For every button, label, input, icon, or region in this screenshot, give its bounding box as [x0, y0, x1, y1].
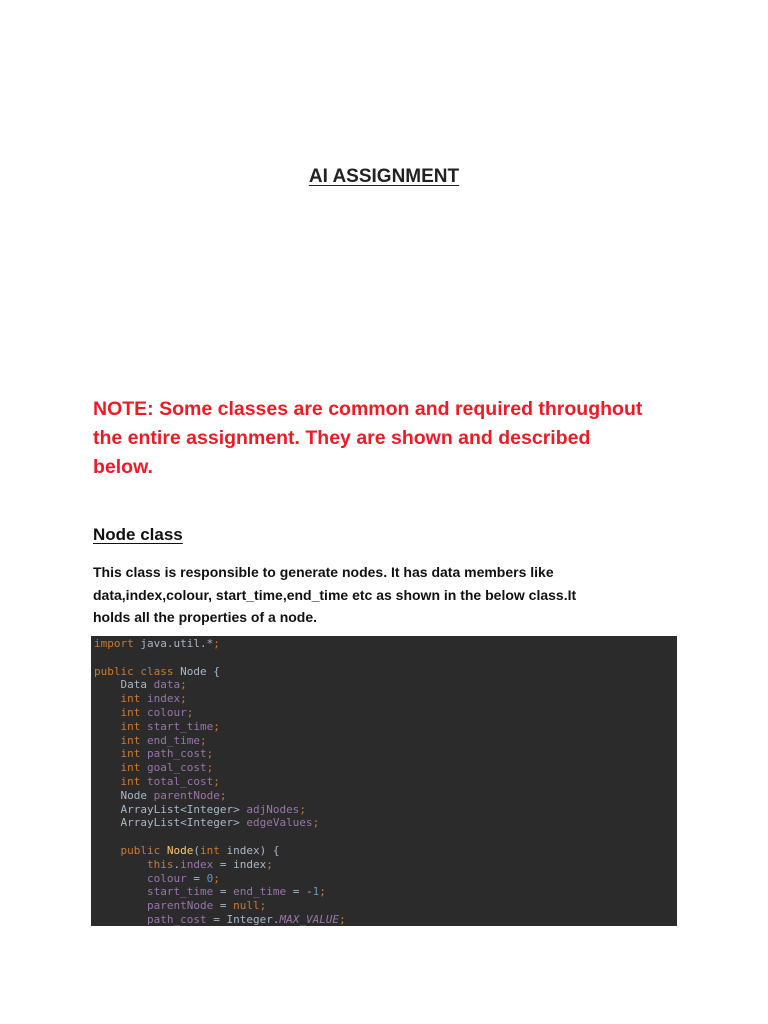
code-token: ;: [180, 678, 187, 692]
code-line: [94, 775, 677, 789]
code-line: [94, 678, 677, 692]
code-line: [94, 692, 677, 706]
code-token: goal_cost: [146, 761, 207, 775]
note-paragraph: [93, 395, 683, 482]
code-token: index: [180, 857, 214, 871]
code-line: [94, 816, 677, 830]
code-token: [94, 913, 147, 926]
code-token: =: [213, 899, 234, 913]
code-token: public class: [94, 664, 174, 678]
code-token: index: [146, 692, 181, 706]
code-token: end_time: [146, 733, 200, 747]
description-paragraph: [93, 561, 693, 629]
code-token: int: [94, 733, 147, 747]
code-token: start_time: [146, 719, 214, 733]
code-token: ;: [266, 857, 273, 871]
code-line: [94, 830, 677, 844]
code-token: null: [233, 899, 260, 913]
code-token: ;: [219, 788, 227, 802]
code-token: colour: [146, 871, 187, 885]
code-token: parentNode: [153, 788, 220, 802]
paragraph-line: This class is responsible to generate nodes. It has data members like: [93, 564, 554, 580]
code-token: int: [94, 692, 147, 706]
code-token: = -: [286, 885, 313, 899]
code-token: ;: [299, 802, 306, 816]
code-token: [94, 885, 147, 898]
code-token: Node: [94, 788, 154, 802]
code-token: start_time: [146, 885, 214, 899]
code-token: (: [193, 843, 200, 857]
code-line: [94, 665, 677, 679]
code-line: [94, 706, 677, 720]
note-line: NOTE: Some classes are common and required throughout: [93, 398, 643, 420]
code-line: [94, 885, 677, 899]
code-token: ArrayList<Integer>: [94, 802, 247, 816]
code-line: [94, 734, 677, 748]
code-line: [94, 872, 677, 886]
code-token: parentNode: [146, 899, 214, 913]
code-listing: [91, 636, 677, 926]
note-line: below.: [93, 456, 153, 478]
code-line: [94, 803, 677, 817]
code-token: import: [94, 637, 134, 650]
title-text: AI ASSIGNMENT: [308, 166, 460, 187]
code-token: Node: [166, 843, 194, 857]
code-token: .: [173, 857, 181, 871]
code-line: [94, 761, 677, 775]
code-line: [94, 651, 677, 665]
code-token: ;: [339, 912, 346, 926]
code-token: total_cost: [146, 774, 214, 788]
code-token: edgeValues: [246, 816, 313, 830]
code-token: this: [94, 857, 174, 871]
code-token: [94, 899, 147, 912]
code-token: index) {: [226, 843, 280, 857]
code-token: = Integer.: [206, 912, 280, 926]
code-line: [94, 858, 677, 872]
code-token: Data: [94, 678, 154, 692]
code-token: adjNodes: [246, 802, 300, 816]
paragraph-line: holds all the properties of a node.: [93, 609, 318, 625]
code-token: path_cost: [146, 747, 207, 761]
code-token: =: [186, 871, 207, 885]
code-token: ;: [213, 871, 220, 885]
code-token: 1: [312, 885, 320, 899]
code-line: [94, 720, 677, 734]
code-token: end_time: [233, 885, 287, 899]
code-token: = index: [213, 857, 267, 871]
code-token: public: [94, 843, 167, 857]
code-token: ;: [213, 637, 220, 650]
code-line: [94, 747, 677, 761]
code-token: ;: [180, 692, 187, 706]
code-token: ;: [206, 747, 214, 761]
code-token: int: [94, 747, 147, 761]
code-line: [94, 844, 677, 858]
code-token: int: [199, 843, 227, 857]
code-token: data: [153, 678, 181, 692]
code-block: [91, 636, 677, 926]
code-token: int: [94, 705, 147, 719]
code-token: ;: [186, 705, 194, 719]
code-token: =: [213, 885, 234, 899]
code-token: ;: [213, 719, 220, 733]
note-line: the entire assignment. They are shown and described: [93, 427, 591, 449]
code-line: [94, 899, 677, 913]
code-line: [94, 789, 677, 803]
code-token: ;: [213, 774, 220, 788]
code-token: MAX_VALUE: [279, 912, 340, 926]
code-token: path_cost: [146, 912, 207, 926]
code-token: ;: [312, 816, 320, 830]
document-title: [0, 166, 768, 188]
code-line: [94, 637, 677, 651]
section-heading-node-class: Node class: [93, 525, 183, 544]
code-token: int: [94, 719, 147, 733]
code-token: ;: [199, 733, 207, 747]
code-token: colour: [146, 705, 187, 719]
code-line: [94, 913, 677, 926]
code-token: ;: [319, 885, 326, 899]
code-token: [94, 872, 147, 885]
code-token: Node {: [173, 664, 220, 678]
code-token: int: [94, 761, 147, 775]
code-token: 0: [206, 871, 214, 885]
paragraph-line: data,index,colour, start_time,end_time etc as shown in the below class.It: [93, 586, 577, 603]
code-token: ;: [206, 761, 214, 775]
code-token: java.util.*: [133, 637, 214, 650]
code-token: int: [94, 774, 147, 788]
code-token: ;: [259, 899, 267, 913]
code-token: ArrayList<Integer>: [94, 816, 247, 830]
